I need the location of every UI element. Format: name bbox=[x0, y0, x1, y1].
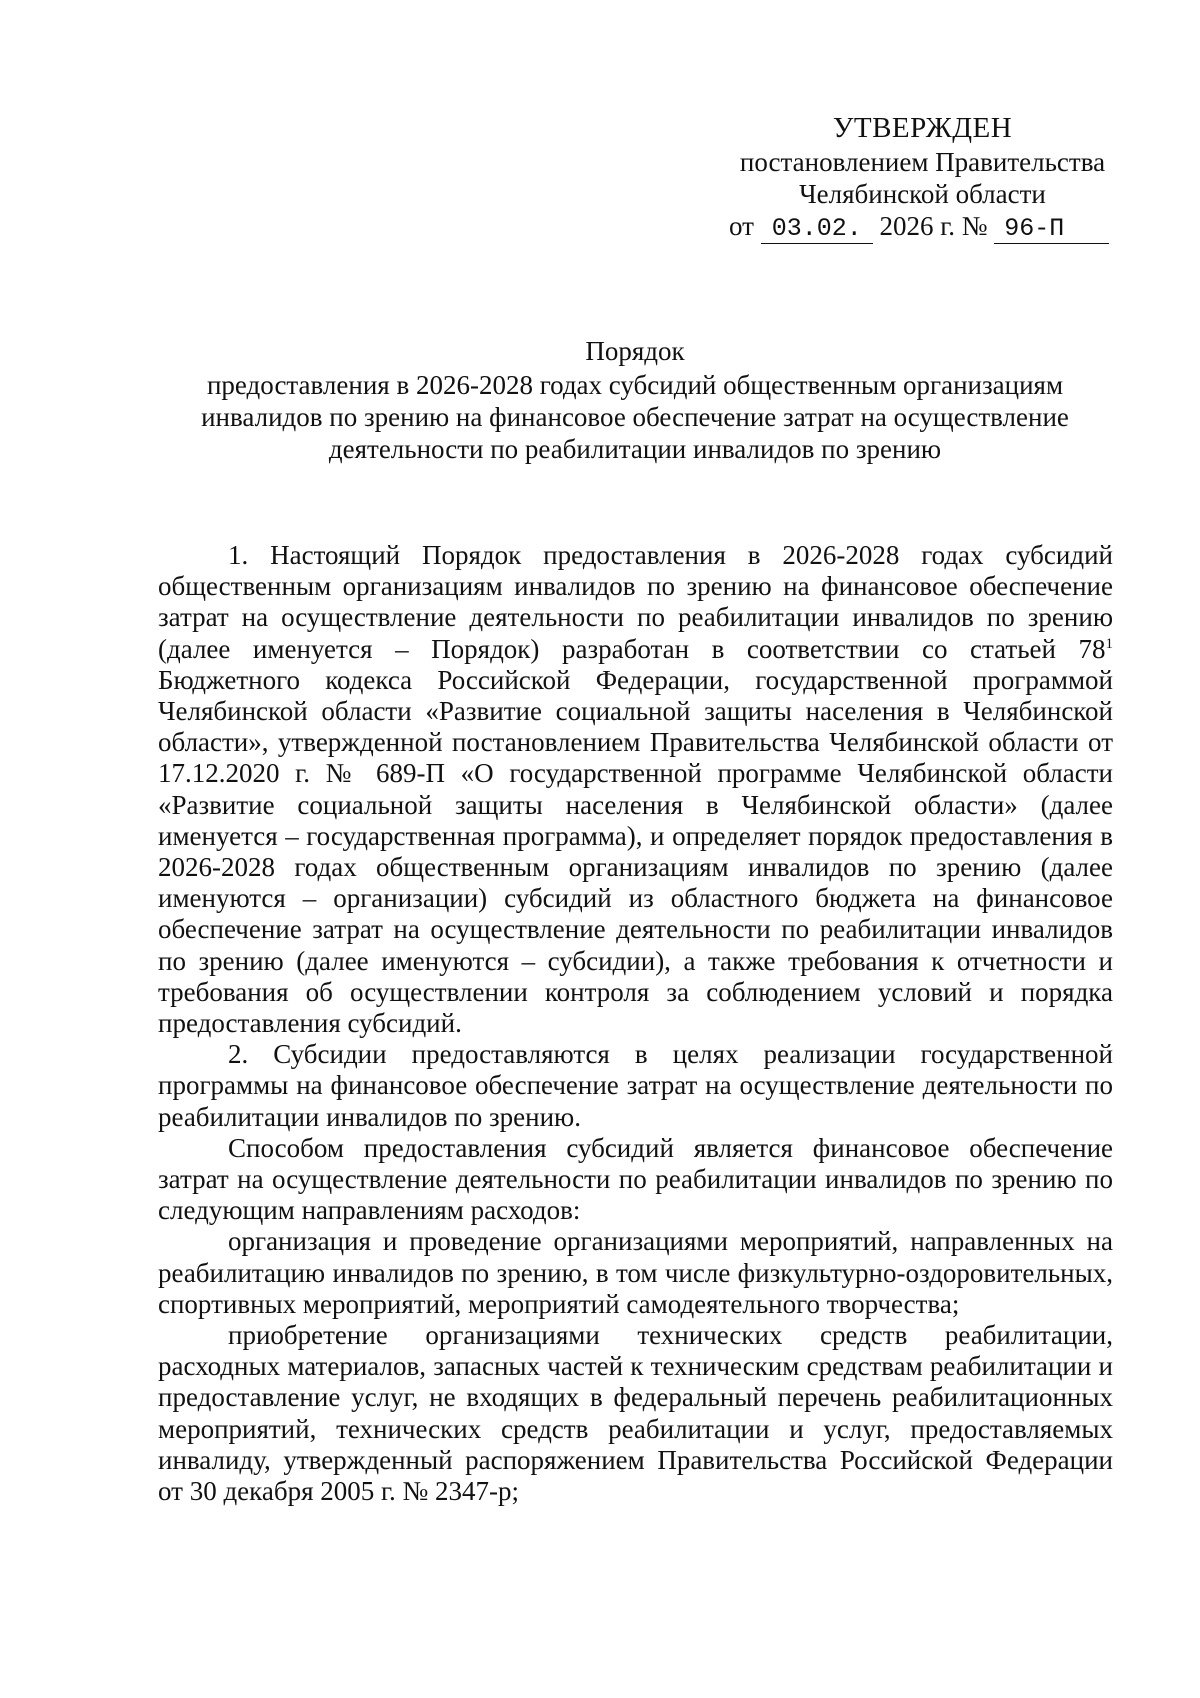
approval-number: 96-П bbox=[994, 215, 1109, 244]
approval-date: 03.02. bbox=[761, 215, 873, 244]
approval-date-line bbox=[729, 210, 1115, 244]
paragraph-1 bbox=[158, 540, 1113, 1039]
title-line-2: инвалидов по зрению на финансовое обеспечение затрат на осуществление bbox=[201, 402, 1069, 432]
document-body bbox=[158, 540, 1113, 1507]
paragraph-2: 2. Субсидии предоставляются в целях реализации государственной программы на финансовое обеспечение затрат на осуществление деятельности по реабилитации инвалидов по зрению. bbox=[158, 1039, 1113, 1132]
document-title bbox=[150, 335, 1120, 465]
title-main: Порядок bbox=[585, 336, 685, 366]
approval-year: 2026 г. № bbox=[879, 211, 988, 241]
paragraph-4: организация и проведение организациями мероприятий, направленных на реабилитацию инвалидов по зрению, в том числе физкультурно-оздоровительных, спортивных мероприятий, мероприятий самодеятельного творчества; bbox=[158, 1226, 1113, 1319]
approval-line-2: Челябинской области bbox=[799, 179, 1046, 209]
approval-block bbox=[730, 112, 1115, 244]
paragraph-5: приобретение организациями технических средств реабилитации, расходных материалов, запасных частей к техническим средствам реабилитации и предоставление услуг, не входящих в федеральный перечень реабилитационных мероприятий, технических средств реабилитации и услуг, предоставляемых инвалиду, утвержденный распоряжением Правительства Российской Федерации от 30 декабря 2005 г. № 2347-р; bbox=[158, 1320, 1113, 1507]
title-line-1: предоставления в 2026-2028 годах субсидий общественным организациям bbox=[206, 370, 1064, 400]
approval-heading: УТВЕРЖДЕН bbox=[832, 112, 1013, 144]
approval-prefix: от bbox=[729, 211, 754, 241]
article-superscript: 1 bbox=[1105, 635, 1113, 652]
paragraph-1-part-b: Бюджетного кодекса Российской Федерации, государственной программой Челябинской области «Развитие социальной защиты населения в Челябинской области», утвержденной постановлением Правительства Челябинской области от 17.12.2020 г. № 689-П «О государственной программе Челябинской области «Развитие социальной защиты населения в Челябинской области» (далее именуется – государственная программа), и определяет порядок предоставления в 2026-2028 годах общественным организациям инвалидов по зрению (далее именуются – организации) субсидий из областного бюджета на финансовое обеспечение затрат на осуществление деятельности по реабилитации инвалидов по зрению (далее именуются – субсидии), а также требования к отчетности и требования об осуществлении контроля за соблюдением условий и порядка предоставления субсидий. bbox=[158, 664, 1113, 1039]
title-line-3: деятельности по реабилитации инвалидов по зрению bbox=[328, 434, 942, 464]
approval-line-1: постановлением Правительства bbox=[739, 147, 1106, 177]
paragraph-3: Способом предоставления субсидий является финансовое обеспечение затрат на осуществление деятельности по реабилитации инвалидов по зрению по следующим направлениям расходов: bbox=[158, 1132, 1113, 1226]
paragraph-1-part-a: 1. Настоящий Порядок предоставления в 2026-2028 годах субсидий общественным организациям инвалидов по зрению на финансовое обеспечение затрат на осуществление деятельности по реабилитации инвалидов по зрению (далее именуется – Порядок) разработан в соответствии со статьей 78 bbox=[158, 540, 1113, 664]
